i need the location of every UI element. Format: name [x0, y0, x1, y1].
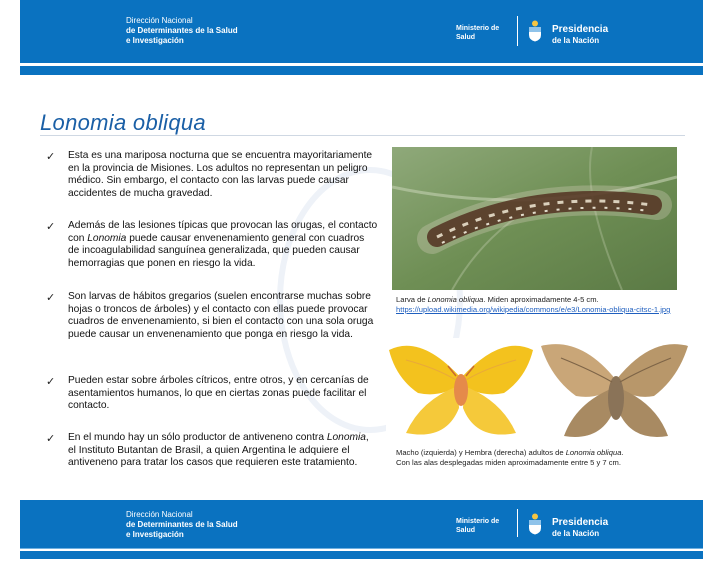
header-presidency	[552, 24, 608, 46]
adult-moths-photo	[386, 338, 691, 443]
bullet-text-segment: Pueden estar sobre árboles cítricos, entre otros, y en cercanías de asentamientos humanos, lo que en ciertas zonas puede facilitar el contacto.	[68, 375, 369, 412]
header-ministry-line1: Ministerio de	[456, 25, 500, 32]
bullet-text	[68, 375, 378, 413]
female-moth	[541, 344, 688, 437]
header-presidency-line1: Presidencia	[552, 24, 609, 35]
title-rule	[40, 135, 685, 136]
page-title: Lonomia obliqua	[40, 110, 206, 135]
species-name: Lonomia	[326, 432, 366, 443]
footer-presidency-line2: de la Nación	[552, 529, 600, 538]
footer-ministry-line1: Ministerio de	[456, 518, 500, 525]
check-icon: ✓	[46, 150, 56, 163]
header-ministry	[456, 24, 499, 42]
footer-ministry	[456, 517, 499, 535]
bullet-text	[68, 432, 378, 470]
header-org-line2: de Determinantes de la Salud	[126, 26, 238, 35]
bullet-text-segment: , el Instituto Butantan de Brasil, a quien Argentina le adquiere el antiveneno para tratar los casos que requieren este tratamiento.	[68, 432, 369, 469]
adult-caption-prefix: Macho (izquierda) y Hembra (derecha) adultos de	[396, 448, 566, 457]
adult-caption	[396, 448, 696, 468]
footer-presidency	[552, 517, 608, 539]
adult-caption-suffix: .	[621, 448, 624, 457]
footer-stripe	[20, 551, 703, 559]
bullet-text	[68, 150, 378, 200]
footer-bar	[20, 500, 703, 548]
bullet-text-segment: Esta es una mariposa nocturna que se encuentra mayoritariamente en la provincia de Misiones. Los adultos no representan un peligro médico. Sin embargo, el contacto con las larvas puede causar accidentes de mucha gravedad.	[68, 150, 373, 199]
header-stripe	[20, 66, 703, 75]
check-icon: ✓	[46, 220, 56, 233]
bullet-text	[68, 220, 378, 270]
bullet-text	[68, 291, 378, 341]
footer-presidency-line1: Presidencia	[552, 517, 609, 528]
header-bar	[20, 0, 703, 63]
footer-org-name	[126, 510, 238, 540]
footer-ministry-line2: Salud	[456, 527, 476, 534]
larva-caption-suffix: . Miden aproximadamente 4-5 cm.	[483, 295, 599, 304]
bullet-text-segment: En el mundo hay un sólo productor de antiveneno contra	[68, 432, 327, 443]
header-org-name	[126, 16, 238, 46]
bullet-text-segment: puede causar envenenamiento general con cuadros de incoagulabilidad sanguínea generalizada, que pueden causar hemorragias que ponen en riesgo la vida.	[68, 232, 365, 269]
species-name: Lonomia	[87, 232, 127, 244]
coat-of-arms-icon	[528, 20, 542, 42]
header-divider	[517, 16, 518, 46]
footer-hairline	[20, 548, 703, 549]
larva-caption-species: Lonomia obliqua	[427, 295, 484, 304]
bullet-text-segment: Además de las lesiones típicas que provocan las orugas, el contacto con	[68, 220, 378, 244]
adult-caption-species: Lonomia obliqua	[565, 448, 622, 457]
check-icon: ✓	[46, 375, 56, 388]
header-presidency-line2: de la Nación	[552, 36, 600, 45]
check-icon: ✓	[46, 432, 56, 445]
larva-caption-prefix: Larva de	[396, 295, 428, 304]
male-moth	[389, 346, 533, 435]
footer-org-line3: e Investigación	[126, 530, 184, 539]
adult-caption-line2: Con las alas desplegadas miden aproximadamente entre 5 y 7 cm.	[396, 458, 621, 467]
header-ministry-line2: Salud	[456, 34, 476, 41]
header-org-line3: e Investigación	[126, 36, 184, 45]
larva-source-link[interactable]: https://upload.wikimedia.org/wikipedia/commons/e/e3/Lonomia-obliqua-citsc-1.jpg	[396, 305, 671, 314]
footer-org-line1: Dirección Nacional	[126, 510, 193, 519]
bullet-text-segment: Son larvas de hábitos gregarios (suelen encontrarse muchas sobre hojas o troncos de árboles) y el contacto con ellas puede provocar cuadros de envenenamiento, si bien el contacto con una sola oruga puede causar un envenenamiento que ponga en riesgo la vida.	[68, 291, 374, 340]
larva-photo	[392, 147, 677, 290]
coat-of-arms-icon	[528, 513, 542, 535]
check-icon: ✓	[46, 291, 56, 304]
larva-caption	[396, 295, 686, 315]
footer-divider	[517, 509, 518, 537]
slide	[20, 0, 703, 570]
footer-org-line2: de Determinantes de la Salud	[126, 520, 238, 529]
header-org-line1: Dirección Nacional	[126, 16, 193, 25]
